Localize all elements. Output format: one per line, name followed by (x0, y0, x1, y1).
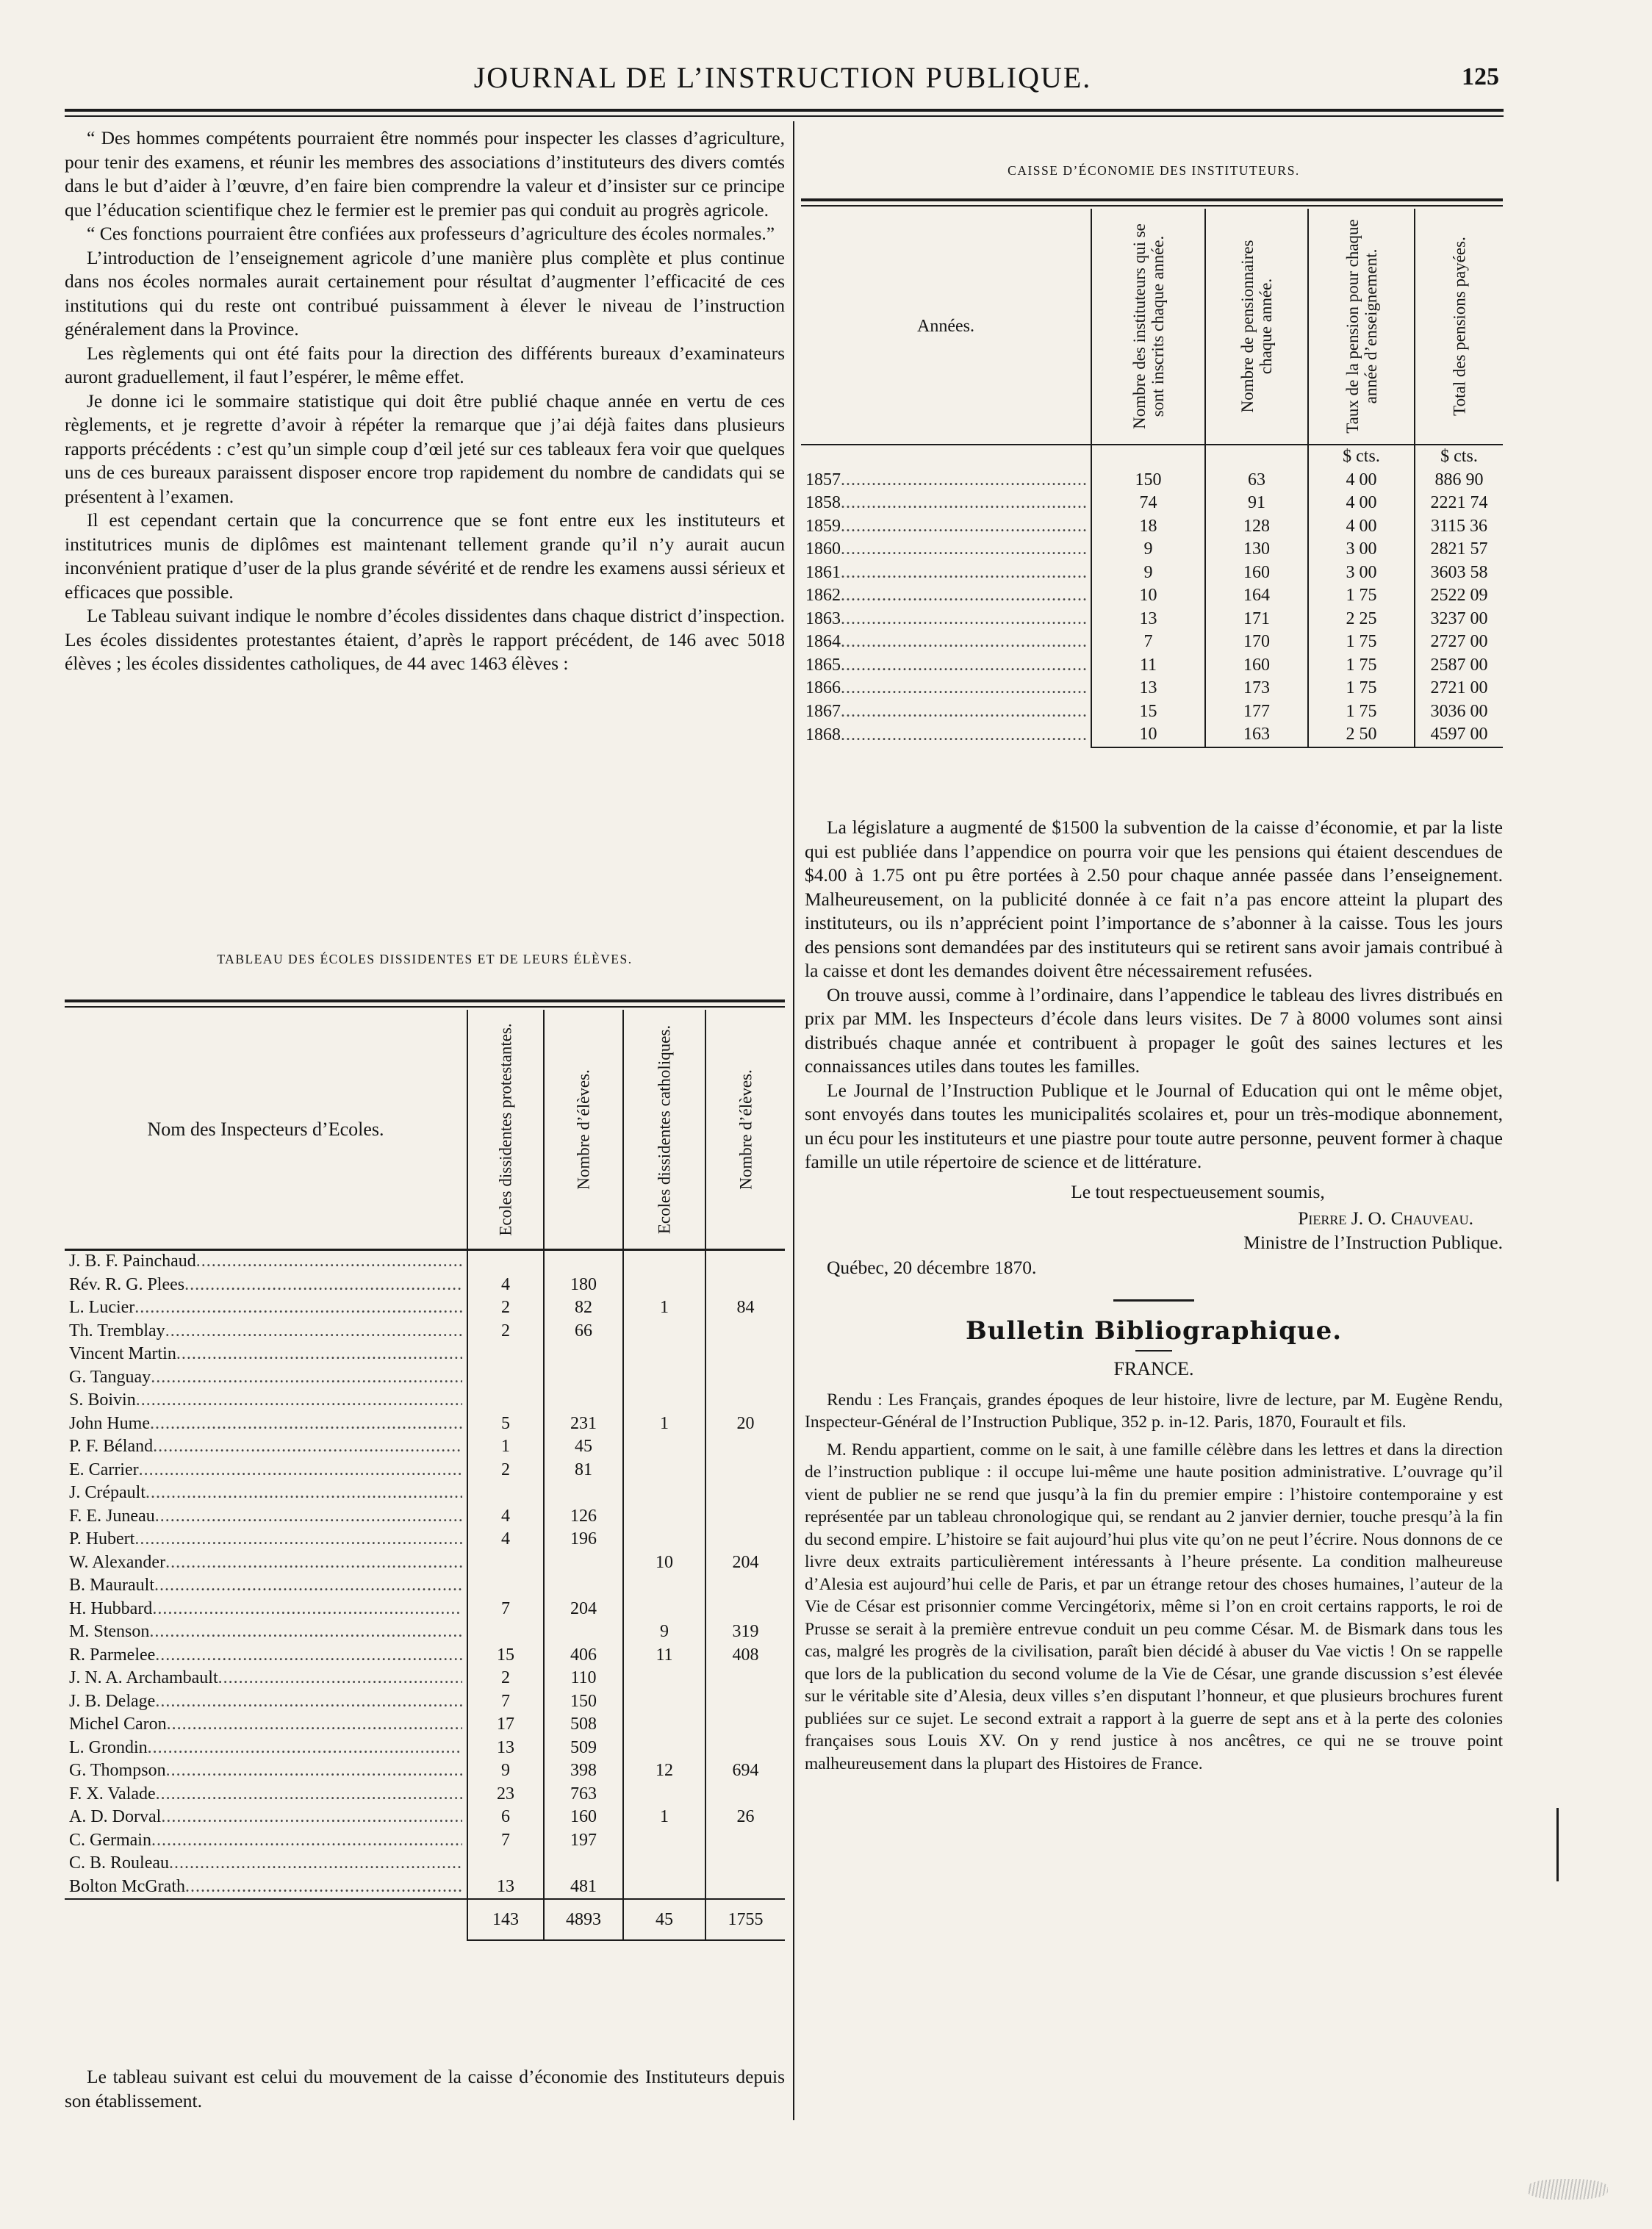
table-cell: 23 (467, 1783, 544, 1806)
table-cell: 130 (1205, 538, 1308, 561)
table-cell: 160 (1205, 654, 1308, 678)
table-cell (623, 1574, 705, 1598)
table-cell (623, 1435, 705, 1459)
protestant-schools-header: Ecoles dissidentes protestantes. (496, 1022, 515, 1236)
table-cell (544, 1620, 623, 1644)
table-row (65, 1783, 785, 1806)
table-cell: 197 (544, 1829, 623, 1853)
inspector-name: F. E. Juneau (69, 1506, 155, 1526)
totals-row (65, 1899, 785, 1940)
table-row (65, 1737, 785, 1760)
table-cell: 2 50 (1308, 723, 1415, 747)
table-row (65, 1274, 785, 1297)
table-cell (623, 1690, 705, 1714)
table-cell (623, 1274, 705, 1297)
table-cell: 4597 00 (1415, 723, 1503, 747)
table-cell: 66 (544, 1320, 623, 1343)
table-row (801, 584, 1503, 608)
table-cell: 126 (544, 1505, 623, 1529)
inspector-name: C. Germain (69, 1830, 151, 1850)
inspector-name: G. Thompson (69, 1761, 166, 1781)
table-cell (544, 1482, 623, 1505)
table-cell: 10 (1091, 584, 1205, 608)
paragraph: Le Tableau suivant indique le nombre d’écoles dissidentes dans chaque district d’inspection. Les écoles dissidentes protestantes étaient, d’après le rapport précédent, de 146 avec 5018 élèves ; les écoles dissidentes catholiques, de 44 avec 1463 élèves : (65, 605, 785, 674)
table-row (801, 677, 1503, 700)
caisse-table-title: CAISSE D’ÉCONOMIE DES INSTITUTEURS. (1008, 163, 1300, 178)
table-cell: 180 (544, 1274, 623, 1297)
table-row (65, 1249, 785, 1274)
table-row (65, 1296, 785, 1320)
left-column-closing (65, 2065, 785, 2113)
table-cell (705, 1505, 785, 1529)
table-cell: 3 00 (1308, 538, 1415, 561)
table-cell (705, 1343, 785, 1366)
year-label: 1859 (805, 516, 841, 536)
table-cell: 1 75 (1308, 631, 1415, 654)
table-cell: 163 (1205, 723, 1308, 747)
table-cell (705, 1852, 785, 1876)
inspector-name: F. X. Valade (69, 1784, 156, 1803)
table-cell: 2727 00 (1415, 631, 1503, 654)
table-cell (705, 1435, 785, 1459)
table-cell: 4 (467, 1528, 544, 1551)
table-cell (623, 1343, 705, 1366)
table-cell: 150 (1091, 469, 1205, 492)
table-cell: 694 (705, 1759, 785, 1783)
table-cell (705, 1783, 785, 1806)
inspector-name: J. N. A. Archambault (69, 1668, 218, 1688)
inspector-name: Rév. R. G. Plees (69, 1274, 185, 1294)
table-cell: 12 (623, 1759, 705, 1783)
table-cell (623, 1505, 705, 1529)
table-row (801, 515, 1503, 539)
table-cell (544, 1249, 623, 1274)
table-row (65, 1829, 785, 1853)
table-row (65, 1713, 785, 1737)
table-cell (467, 1551, 544, 1575)
header-rule-top (65, 109, 1504, 112)
table-cell (705, 1482, 785, 1505)
right-column (805, 816, 1503, 1775)
years-header: Années. (917, 316, 974, 336)
table-cell: 4 00 (1308, 469, 1415, 492)
table-row (65, 1690, 785, 1714)
section-divider (1113, 1299, 1194, 1302)
table-row (65, 1551, 785, 1575)
inspector-name: R. Parmelee (69, 1645, 156, 1665)
table-cell: 1 75 (1308, 677, 1415, 700)
table-cell: 160 (544, 1806, 623, 1829)
table-row (801, 561, 1503, 585)
table-cell: 9 (623, 1620, 705, 1644)
inspector-name: E. Carrier (69, 1460, 139, 1479)
table-cell: 7 (467, 1598, 544, 1621)
table-row (65, 1528, 785, 1551)
table-cell (623, 1852, 705, 1876)
table-row (801, 608, 1503, 631)
table-row (65, 1435, 785, 1459)
dissident-table-title: TABLEAU DES ÉCOLES DISSIDENTES ET DE LEURS ÉLÈVES. (217, 952, 633, 966)
table-cell: 481 (544, 1876, 623, 1900)
pensioners-header: Nombre de pensionnaires chaque année. (1238, 240, 1275, 413)
table-row (801, 538, 1503, 561)
table-row (801, 654, 1503, 678)
table-cell (623, 1713, 705, 1737)
table-row (65, 1343, 785, 1366)
table-cell: 2587 00 (1415, 654, 1503, 678)
table-cell: 204 (544, 1598, 623, 1621)
table-cell (544, 1852, 623, 1876)
table-cell: 2721 00 (1415, 677, 1503, 700)
total-cell: 143 (467, 1899, 544, 1940)
place-date: Québec, 20 décembre 1870. (827, 1257, 1037, 1278)
inspector-name: H. Hubbard (69, 1598, 153, 1618)
year-label: 1865 (805, 655, 841, 675)
table-cell (467, 1620, 544, 1644)
paragraph: Le tableau suivant est celui du mouvement de la caisse d’économie des Instituteurs depuis son établissement. (65, 2066, 785, 2111)
total-unit: $ cts. (1415, 445, 1503, 469)
table-cell (705, 1737, 785, 1760)
table-cell: 2 (467, 1667, 544, 1690)
paragraph: “ Des hommes compétents pourraient être nommés pour inspecter les classes d’agriculture, pour tenir des examens, et réunir les membres des associations d’instituteurs des divers comtés dans le but d’aider à l’œuvre, d’en faire bien comprendre la valeur et d’insister sur ce principe que l’éducation scientifique chez le fermier est le premier pas qui conduit au progrès agricole. (65, 127, 785, 220)
table-cell: 5 (467, 1413, 544, 1436)
bulletin-section: FRANCE. (1113, 1358, 1194, 1379)
bulletin-entry-head: Rendu : Les Français, grandes époques de leur histoire, livre de lecture, par M. Eugène Rendu, Inspecteur-Général de l’Instruction Publique, 352 p. in-12. Paris, 1870, Fourault et fils. (805, 1390, 1503, 1432)
table-cell: 2 (467, 1459, 544, 1482)
table-cell: 128 (1205, 515, 1308, 539)
year-label: 1857 (805, 470, 841, 489)
paragraph: “ Ces fonctions pourraient être confiées aux professeurs d’agriculture des écoles normales.” (87, 223, 775, 244)
table-cell: 84 (705, 1296, 785, 1320)
table-cell: 164 (1205, 584, 1308, 608)
table-cell: 150 (544, 1690, 623, 1714)
table-cell: 1 (623, 1806, 705, 1829)
bulletin-entry-body: M. Rendu appartient, comme on le sait, à une famille célèbre dans les lettres et dans la direction de l’instruction publique : il occupe lui-même une haute position administrative. L’ouvrage qu’il vient de publier ne se rend que jusqu’à la fin du premier empire : l’histoire contemporaine y est représentée par un tableau chronologique qui, se rendant au 2 janvier dernier, touche presqu’à la fin du second empire. L’histoire se fait aujourd’hui plus vite qu’on ne peut l’écrire. Nous donnons de ce livre deux extraits particulièrement intéressants à l’heure présente. La condition malheureuse d’Alesia est aujourd’hui celle de Paris, et par un étrange retour des choses humaines, l’auteur de la Vie de César est prisonnier comme Vercingétorix, même si l’on en croit certains rapports, le roi de Prusse se serait à la première entrevue conduit un peu comme César. M. de Bismark dans tous les cas, malgré les progrès de la civilisation, paraît bien décidé à abuser du Vae victis ! On se rappelle que lors de la publication du second volume de la Vie de César, une grande discussion s’est élevée sur le véritable site d’Alesia, deux villes s’en disputant l’honneur, et que plusieurs brochures furent publiées sur ce sujet. Le second extrait a rapport à la guerre de sept ans et à la perte des colonies françaises sous Louis XV. On y rend justice à nos ancêtres, ce qui ne se trouve point malheureusement dans la plupart des Histoires de France. (805, 1440, 1503, 1773)
table-cell: 81 (544, 1459, 623, 1482)
table-cell (705, 1389, 785, 1413)
table-cell (623, 1783, 705, 1806)
table-cell: 10 (623, 1551, 705, 1575)
inspector-name: L. Grondin (69, 1737, 148, 1757)
table-cell (467, 1482, 544, 1505)
table-cell: 4 00 (1308, 492, 1415, 515)
table-cell (623, 1482, 705, 1505)
year-label: 1860 (805, 539, 841, 559)
table-cell: 2 25 (1308, 608, 1415, 631)
table-cell (623, 1389, 705, 1413)
table-cell (623, 1737, 705, 1760)
table-row (65, 1598, 785, 1621)
left-column (65, 126, 785, 676)
inspector-name: B. Maurault (69, 1576, 154, 1596)
table-cell (544, 1574, 623, 1598)
table-cell (705, 1320, 785, 1343)
table-row (801, 492, 1503, 515)
paragraph: Je donne ici le sommaire statistique qui doit être publié chaque année en vertu de ces règlements, et je regrette d’avoir à répéter la remarque que j’ai déjà faites dans plusieurs rapports précédents : c’est qu’un simple coup d’œil jeté sur ces tableaux fera voir que quelques uns de ces bureaux paraissent disposer encore trop rapidement du nombre de candidats qui se présentent à l’examen. (65, 390, 785, 507)
table-cell: 9 (467, 1759, 544, 1783)
table-cell: 170 (1205, 631, 1308, 654)
table-cell (705, 1274, 785, 1297)
table-cell (467, 1249, 544, 1274)
year-label: 1862 (805, 586, 841, 606)
table-cell (544, 1343, 623, 1366)
table-cell: 63 (1205, 469, 1308, 492)
catholic-pupils-header: Nombre d’élèves. (736, 1069, 755, 1190)
inspector-name: C. B. Rouleau (69, 1853, 169, 1873)
closing-line: Le tout respectueusement soumis, (1071, 1180, 1325, 1202)
table-cell: 7 (1091, 631, 1205, 654)
table-cell: 508 (544, 1713, 623, 1737)
table-row (801, 723, 1503, 747)
table-cell (623, 1598, 705, 1621)
table-cell (705, 1249, 785, 1274)
table-cell: 7 (467, 1829, 544, 1853)
table-cell (623, 1528, 705, 1551)
column-divider (793, 121, 794, 2120)
table-cell: 160 (1205, 561, 1308, 585)
rate-header: Taux de la pension pour chaque année d’enseignement. (1343, 219, 1380, 434)
table-cell (467, 1366, 544, 1390)
table-cell (623, 1366, 705, 1390)
table-cell: 13 (467, 1737, 544, 1760)
table-cell: 3237 00 (1415, 608, 1503, 631)
table-cell: 2 (467, 1320, 544, 1343)
inspector-name: Michel Caron (69, 1715, 167, 1734)
year-label: 1858 (805, 493, 841, 513)
page-number: 125 (1462, 63, 1499, 90)
table-row (801, 631, 1503, 654)
table-cell (623, 1667, 705, 1690)
table-row (65, 1620, 785, 1644)
table-cell: 763 (544, 1783, 623, 1806)
table-cell: 45 (544, 1435, 623, 1459)
table-cell: 15 (1091, 700, 1205, 724)
page-header (66, 60, 1499, 104)
table-cell: 1 (467, 1435, 544, 1459)
inspector-name: P. Hubert (69, 1529, 135, 1549)
table-cell: 13 (467, 1876, 544, 1900)
table-row (65, 1459, 785, 1482)
table-row (65, 1644, 785, 1668)
inspector-name: A. D. Dorval (69, 1807, 162, 1827)
inspector-name: M. Stenson (69, 1622, 150, 1642)
inspector-name: Bolton McGrath (69, 1876, 185, 1896)
table-cell (705, 1366, 785, 1390)
table-cell: 886 90 (1415, 469, 1503, 492)
table-cell: 11 (623, 1644, 705, 1668)
table-row (65, 1574, 785, 1598)
table-cell: 74 (1091, 492, 1205, 515)
bulletin-title: Bulletin Bibliographique. (965, 1315, 1343, 1346)
inspector-name: J. Crépault (69, 1483, 146, 1503)
signature-name: Pierre J. O. Chauveau. (1298, 1207, 1473, 1229)
paragraph: Le Journal de l’Instruction Publique et le Journal of Education qui ont le même objet, sont envoyés dans toutes les municipalités scolaires et, pour un très-modique abonnement, un écu pour les instituteurs et une piastre pour toute autre personne, peuvent former à chaque famille un utile répertoire de science et de littérature. (805, 1079, 1503, 1172)
table-cell (467, 1343, 544, 1366)
table-cell: 171 (1205, 608, 1308, 631)
paragraph: La législature a augmenté de $1500 la subvention de la caisse d’économie, et par la liste qui est publiée dans l’appendice on pourra voir que les pensions qui étaient descendues de $4.00 à 1.75 ont pu être portées à 2.50 pour chaque année passée dans l’enseignement. Malheureusement, on la publicité donnée à ce fait n’a pas encore atteint la plupart des instituteurs, ou ils n’apprécient point l’importance de s’abonner à la caisse. Tous les jours des pensions sont demandées par des instituteurs qui se retirent sans avoir jamais contribué à la caisse et dont les demandes doivent être nécessairement refusées. (805, 816, 1503, 981)
table-cell (544, 1366, 623, 1390)
table-cell (705, 1690, 785, 1714)
year-label: 1867 (805, 701, 841, 721)
catholic-schools-header: Ecoles dissidentes catholiques. (655, 1024, 674, 1234)
table-cell: 319 (705, 1620, 785, 1644)
table-cell: 406 (544, 1644, 623, 1668)
table-cell: 2522 09 (1415, 584, 1503, 608)
table-cell: 1 75 (1308, 654, 1415, 678)
paragraph: Il est cependant certain que la concurrence que se font entre eux les instituteurs et institutrices munis de diplômes est maintenant tellement grande qu’il n’y aurait aucun inconvénient pratique d’user de la plus grande sévérité et de rendre les examens aussi sérieux et efficaces que possible. (65, 509, 785, 603)
table-row (65, 1759, 785, 1783)
table-cell: 6 (467, 1806, 544, 1829)
table-cell (623, 1829, 705, 1853)
signature-title: Ministre de l’Instruction Publique. (1243, 1231, 1503, 1253)
table-row (65, 1806, 785, 1829)
table-cell: 231 (544, 1413, 623, 1436)
table-cell: 1 75 (1308, 700, 1415, 724)
table-cell: 204 (705, 1551, 785, 1575)
inspector-name: J. B. Delage (69, 1691, 156, 1711)
table-cell: 3 00 (1308, 561, 1415, 585)
table-cell: 17 (467, 1713, 544, 1737)
inspector-name: Th. Tremblay (69, 1321, 165, 1340)
table-row (65, 1366, 785, 1390)
enrolled-header: Nombre des instituteurs qui se sont inscrits chaque année. (1130, 223, 1167, 429)
inspector-name: S. Boivin (69, 1390, 136, 1410)
table-cell: 9 (1091, 538, 1205, 561)
table-cell: 3603 58 (1415, 561, 1503, 585)
year-label: 1861 (805, 562, 841, 582)
table-cell (544, 1551, 623, 1575)
small-divider (1135, 1350, 1172, 1352)
rate-unit: $ cts. (1308, 445, 1415, 469)
inspector-name: John Hume (69, 1413, 150, 1433)
year-label: 1864 (805, 632, 841, 652)
table-cell: 13 (1091, 677, 1205, 700)
table-cell (467, 1574, 544, 1598)
table-cell: 1 75 (1308, 584, 1415, 608)
inspector-name: Vincent Martin (69, 1344, 176, 1364)
table-cell: 7 (467, 1690, 544, 1714)
table-cell (623, 1459, 705, 1482)
table-row (65, 1320, 785, 1343)
table-cell: 2 (467, 1296, 544, 1320)
table-cell (467, 1389, 544, 1413)
table-cell (623, 1320, 705, 1343)
table-cell: 2821 57 (1415, 538, 1503, 561)
table-cell: 4 (467, 1274, 544, 1297)
table-cell: 11 (1091, 654, 1205, 678)
year-label: 1866 (805, 678, 841, 698)
table-cell (544, 1389, 623, 1413)
total-cell: 45 (623, 1899, 705, 1940)
table-cell (623, 1249, 705, 1274)
total-header: Total des pensions payées. (1450, 237, 1468, 416)
table-cell: 3036 00 (1415, 700, 1503, 724)
table-cell: 177 (1205, 700, 1308, 724)
table-cell: 173 (1205, 677, 1308, 700)
table-cell: 1 (623, 1296, 705, 1320)
inspector-name: W. Alexander (69, 1552, 166, 1572)
table-cell: 82 (544, 1296, 623, 1320)
table-cell (467, 1852, 544, 1876)
table-cell: 1 (623, 1413, 705, 1436)
header-rule-bottom (65, 115, 1504, 117)
table-cell: 9 (1091, 561, 1205, 585)
table-cell: 2221 74 (1415, 492, 1503, 515)
table-cell: 3115 36 (1415, 515, 1503, 539)
table-cell (705, 1876, 785, 1900)
year-label: 1868 (805, 725, 841, 744)
table-cell: 196 (544, 1528, 623, 1551)
table-row (65, 1389, 785, 1413)
year-label: 1863 (805, 609, 841, 628)
table-cell (705, 1713, 785, 1737)
paragraph: Les règlements qui ont été faits pour la direction des différents bureaux d’examinateurs auront graduellement, il faut l’espérer, le même effet. (65, 342, 785, 387)
table-row (65, 1413, 785, 1436)
protestant-pupils-header: Nombre d’élèves. (574, 1069, 593, 1190)
table-cell: 110 (544, 1667, 623, 1690)
table-cell (705, 1459, 785, 1482)
table-cell: 10 (1091, 723, 1205, 747)
table-row (65, 1482, 785, 1505)
table-row (65, 1876, 785, 1900)
table-cell (705, 1598, 785, 1621)
table-cell: 408 (705, 1644, 785, 1668)
inspector-name: J. B. F. Painchaud (69, 1252, 196, 1271)
table-row (801, 469, 1503, 492)
table-row (801, 700, 1503, 724)
inspector-name: G. Tanguay (69, 1367, 151, 1387)
table-cell: 13 (1091, 608, 1205, 631)
table-cell (623, 1876, 705, 1900)
table-row (65, 1667, 785, 1690)
margin-mark (1556, 1808, 1559, 1881)
table-cell (705, 1667, 785, 1690)
ink-smudge (1527, 2179, 1608, 2200)
table-row (65, 1505, 785, 1529)
paragraph: On trouve aussi, comme à l’ordinaire, dans l’appendice le tableau des livres distribués en prix par MM. les Inspecteurs d’école dans leurs visites. De 7 à 8000 volumes sont ainsi distribués chaque année et contribuent à propager le goût des saines lectures et les connaissances utiles dans toutes les familles. (805, 983, 1503, 1077)
journal-title: JOURNAL DE L’INSTRUCTION PUBLIQUE. (473, 61, 1092, 94)
table-cell: 18 (1091, 515, 1205, 539)
total-cell: 1755 (705, 1899, 785, 1940)
table-cell: 91 (1205, 492, 1308, 515)
table-cell: 15 (467, 1644, 544, 1668)
table-cell: 20 (705, 1413, 785, 1436)
table-cell: 26 (705, 1806, 785, 1829)
table-cell (705, 1829, 785, 1853)
table-row (65, 1852, 785, 1876)
inspector-name: P. F. Béland (69, 1437, 154, 1457)
inspector-name: L. Lucier (69, 1298, 135, 1318)
inspector-name-header: Nom des Inspecteurs d’Ecoles. (147, 1119, 384, 1140)
total-cell: 4893 (544, 1899, 623, 1940)
table-cell: 4 (467, 1505, 544, 1529)
table-cell (705, 1528, 785, 1551)
table-cell: 398 (544, 1759, 623, 1783)
table-cell (705, 1574, 785, 1598)
paragraph: L’introduction de l’enseignement agricole d’une manière plus complète et plus continue dans nos écoles normales aurait certainement pour résultat d’augmenter l’efficacité de ces institutions qui du reste ont contribué puissamment à élever le niveau de l’instruction généralement dans la Province. (65, 246, 785, 340)
table-cell: 4 00 (1308, 515, 1415, 539)
table-cell: 509 (544, 1737, 623, 1760)
